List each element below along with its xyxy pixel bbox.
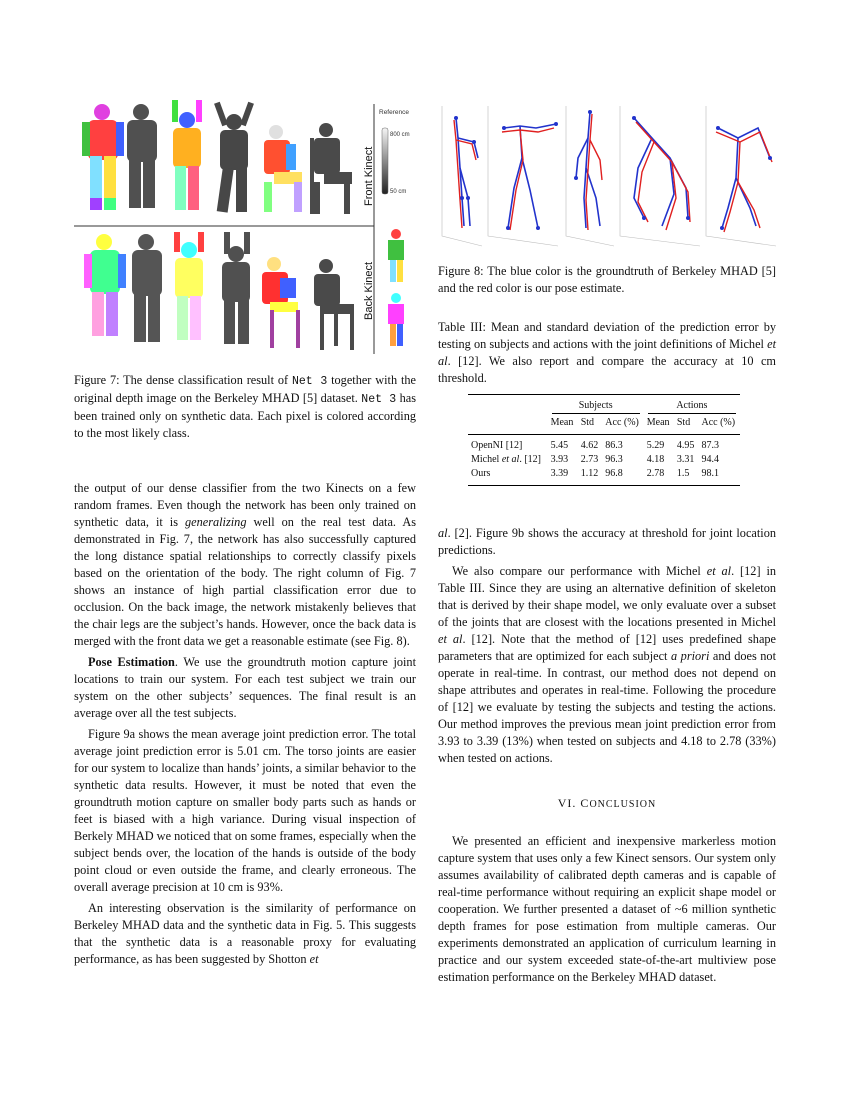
caption-text: Figure 7: The dense classification result of: [74, 373, 292, 387]
caption-text: together with the original depth image on the Berkeley MHAD [5] dataset.: [74, 373, 416, 405]
column-header: Std: [676, 417, 691, 428]
back-kinect-label: Back Kinect: [363, 261, 375, 320]
paragraph: Figure 9a shows the mean average joint prediction error. The total average joint prediction error is 5.01 cm. The torso joints are easier for our system to localize than hands’ joints, a similar behavior to the synthetic data results. However, it must be noted that even the groundtruth motion capture on smaller body parts such as hands or feet is biased with a high variance. During visual inspection of Berkely MHAD we noticed that on some frames, especially when the subject bends over, the location of the hands is outside of the body point cloud or even outside the frame, and clearly erroneous. The overall average precision at 10 cm is 93%.: [74, 727, 417, 894]
table-cell: 98.1: [701, 468, 719, 479]
method-cell: OpenNI [12]: [471, 440, 523, 451]
table-cell: 94.4: [701, 454, 719, 465]
paragraph: We also compare our performance with Michel et al. [12] in Table III. Since they are using an alternative definition of skeleton that is derived by their shape model, we only evaluate over a subset of the joints that are closest with the locations presented in Michel et al. [12]. Note that the method of [12] uses predefined shape parameters that are optimized for each subject a priori and does not operate in real-time. In contrast, our method does not depend on shape attributes and operates in real-time. Following the procedure of [12] we evaluate by testing the subjects and testing the actions. Our method improves the previous mean joint prediction error from 3.93 to 3.39 (13%) when tested on subjects and 4.18 to 2.78 (33%) when tested on actions.: [438, 564, 777, 765]
back-row: [84, 232, 354, 350]
reference-figure-2: [388, 293, 404, 346]
front-seg-figure-2: [172, 100, 202, 210]
paragraph: al. [2]. Figure 9b shows the accuracy at threshold for joint location predictions.: [438, 526, 776, 557]
back-seg-figure-1: [84, 234, 126, 336]
table-cell: 3.31: [676, 454, 695, 465]
results-table: [468, 399, 740, 481]
legend-top-value: 800 cm: [390, 132, 410, 138]
paragraph-pose-estimation: Pose Estimation. We use the groundtruth motion capture joint locations to train our system. For each test subject we train our system on the other subjects’ sequences. The final result is an average over all the test subjects.: [74, 655, 416, 720]
paragraph-conclusion: We presented an efficient and inexpensive markerless motion capture system that uses only a few Kinect sensors. Our system only assumes availability of calibrated depth cameras and is capable of real-time performance without requiring an explicit shape model or cooperation. We further presented a dataset of ~6 million synthetic depth frames for pose estimation from multiple cameras. Our experiments demonstrated an application of curriculum learning in practice and our system exceeded state-of-the-art multiview pose estimation performance on the Berkeley MHAD dataset.: [438, 834, 776, 984]
column-header: Mean: [550, 417, 574, 428]
table-row: [468, 467, 740, 481]
section-heading-conclusion: VI. CONCLUSION: [557, 796, 657, 810]
front-seg-figure-1: [82, 104, 124, 210]
front-kinect-label: Front Kinect: [363, 146, 375, 206]
back-seg-figure-2: [174, 232, 204, 340]
table-3-caption: Table III: Mean and standard deviation of the prediction error by testing on subjects and actions with the joint definitions of Michel et al. [12]. We also report and compare the accuracy at 10 cm threshold.: [438, 320, 776, 385]
back-depth-figure-1: [132, 234, 162, 342]
figure-8-caption: Figure 8: The blue color is the groundtruth of Berkeley MHAD [5] and the red color is our pose estimate.: [438, 264, 776, 295]
group-header-subjects: Subjects: [578, 400, 613, 411]
table-cell: 4.18: [646, 454, 665, 465]
net-name: Net 3: [361, 393, 397, 406]
method-cell: Michel et al. [12]: [471, 454, 541, 465]
table-cell: 5.29: [646, 440, 665, 451]
table-cell: 2.78: [646, 468, 665, 479]
table-cell: 3.39: [550, 468, 569, 479]
table-row: [468, 439, 740, 453]
figure-8-image: [438, 98, 778, 248]
skeleton-panel-2: [502, 122, 558, 230]
table-cell: 3.93: [550, 454, 569, 465]
left-body: [74, 480, 416, 968]
table-cell: 86.3: [605, 440, 623, 451]
table-cell: 96.8: [605, 468, 623, 479]
column-header: Mean: [646, 417, 670, 428]
table-cell: 4.95: [676, 440, 695, 451]
skeleton-panel-1: [454, 116, 478, 228]
back-depth-figure-2: [222, 232, 250, 344]
table-cell: 96.3: [605, 454, 623, 465]
paragraph: An interesting observation is the similarity of performance on Berkeley MHAD data and the synthetic data in Fig. 5. This suggests that the synthetic data is a reasonable proxy for evaluating performance, as has been suggested by Shotton et: [74, 901, 416, 966]
back-seg-figure-3: [262, 257, 300, 348]
table-3: [468, 394, 740, 486]
front-row: [82, 100, 352, 214]
back-depth-figure-3: [314, 259, 354, 350]
column-header: Acc (%): [701, 417, 736, 428]
table-row: [468, 453, 740, 467]
table-cell: 2.73: [580, 454, 599, 465]
skeleton-panel-3: [574, 110, 602, 230]
figure-7: [74, 98, 419, 360]
table-cell: 5.45: [550, 440, 569, 451]
legend-title: Reference: [379, 109, 409, 116]
figure-7-caption: [74, 372, 416, 442]
paragraph: the output of our dense classifier from the two Kinects on a few random frames. Even though the network has been only trained on synthetic data, it is generalizing well on the real test data. As demonstrated in Fig. 7, the network has also successfully captured the long distance spatial relationships to correctly classify pixels based on the orientation of the body. The right column of Fig. 7 shows an instance of high partial classification error due to occlusion. On the back image, the network mistakenly believes that the chair legs are the subject’s hands. However, once the back data is merged with the front data we get a reasonable estimate (see Fig. 8).: [74, 481, 416, 648]
caption-text: has been trained only on synthetic data. Each pixel is colored according to the most likely class.: [74, 391, 416, 440]
front-seg-figure-3: [264, 125, 302, 212]
group-header-actions: Actions: [676, 400, 708, 411]
figure-7-image: [74, 98, 419, 360]
reference-figure-1: [388, 229, 404, 282]
column-header: Std: [580, 417, 595, 428]
table-cell: 1.5: [676, 468, 690, 479]
front-depth-figure-2: [214, 102, 254, 213]
table-cell: 1.12: [580, 468, 599, 479]
legend-colorbar: [382, 128, 388, 194]
method-cell: Ours: [471, 468, 491, 479]
right-body: [438, 525, 776, 986]
front-depth-figure-3: [310, 123, 352, 214]
figure-8: [438, 98, 778, 248]
table-cell: 87.3: [701, 440, 719, 451]
table-cell: 4.62: [580, 440, 599, 451]
front-depth-figure-1: [127, 104, 157, 208]
skeleton-panel-4: [632, 116, 690, 230]
skeleton-panel-5: [716, 126, 772, 232]
column-header: Acc (%): [605, 417, 639, 428]
legend-bottom-value: 50 cm: [390, 189, 407, 195]
net-name: Net 3: [291, 375, 328, 388]
